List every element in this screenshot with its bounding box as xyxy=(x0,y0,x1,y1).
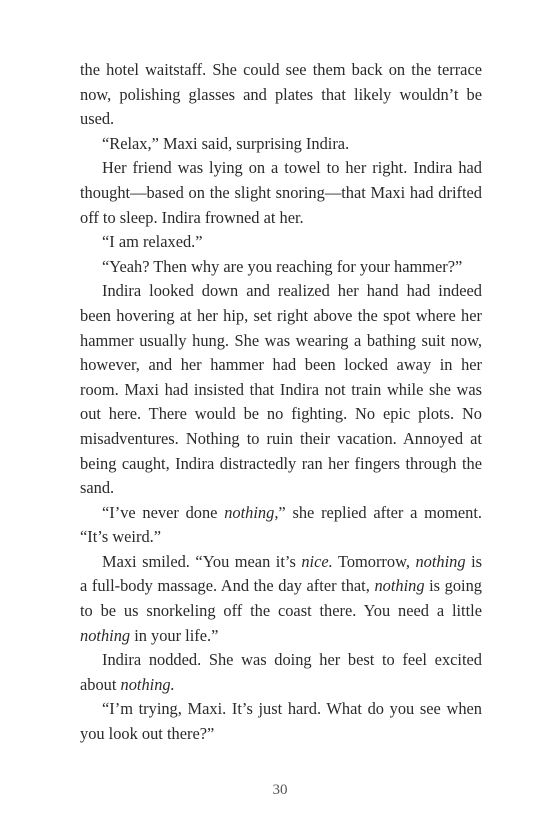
italic-text: nothing. xyxy=(120,674,175,694)
italic-text: nothing xyxy=(374,576,425,596)
italic-text: nothing xyxy=(80,625,131,645)
text-run: “Relax,” Maxi said, surprising Indira. xyxy=(102,133,350,153)
italic-text: nothing xyxy=(415,551,466,571)
paragraph-9 xyxy=(80,648,482,697)
text-run: ” she replied after a moment. “It’s weird.” xyxy=(80,502,483,547)
text-run: is going to be us snorkeling off the coast there. You need a little xyxy=(80,576,483,621)
text-run: “I am relaxed.” xyxy=(102,232,203,252)
paragraph-10 xyxy=(80,697,482,746)
paragraph-8 xyxy=(80,550,482,648)
text-run: Tomorrow, xyxy=(332,551,416,571)
text-run: in your life.” xyxy=(130,625,219,645)
paragraph-5 xyxy=(80,255,482,280)
text-run: Her friend was lying on a towel to her right. Indira had thought—based on the slight snoring—that Maxi had drifted off to sleep. Indira frowned at her. xyxy=(80,158,482,227)
text-run: “Yeah? Then why are you reaching for your hammer?” xyxy=(102,256,463,276)
paragraph-7 xyxy=(80,501,482,550)
text-run: “I’ve never done xyxy=(102,502,225,522)
italic-text: nothing, xyxy=(224,502,279,522)
paragraph-6 xyxy=(80,279,482,500)
text-run: Indira looked down and realized her hand had indeed been hovering at her hip, set right above the spot where her hammer usually hung. She was wearing a bathing suit now, however, and her hammer had been locked away in her room. Maxi had insisted that Indira not train while she was out here. There would be no fighting. No epic plots. No misadventures. Nothing to ruin their vacation. Annoyed at being caught, Indira distractedly ran her fingers through the sand. xyxy=(80,281,482,498)
italic-text: nice. xyxy=(301,551,333,571)
text-run: “I’m trying, Maxi. It’s just hard. What do you see when you look out there?” xyxy=(80,699,482,744)
paragraph-1 xyxy=(80,58,482,132)
text-run: the hotel waitstaff. She could see them back on the terrace now, polishing glasses and plates that likely wouldn’t be used. xyxy=(80,60,482,129)
text-run: is a full-body massage. And the day after that, xyxy=(80,551,483,596)
text-run: Maxi smiled. “You mean it’s xyxy=(102,551,302,571)
page-number: 30 xyxy=(272,782,288,798)
page-body xyxy=(80,58,482,747)
paragraph-4 xyxy=(80,230,482,255)
paragraph-2 xyxy=(80,132,482,157)
paragraph-3 xyxy=(80,156,482,230)
text-run: Indira nodded. She was doing her best to feel excited about xyxy=(80,650,482,694)
